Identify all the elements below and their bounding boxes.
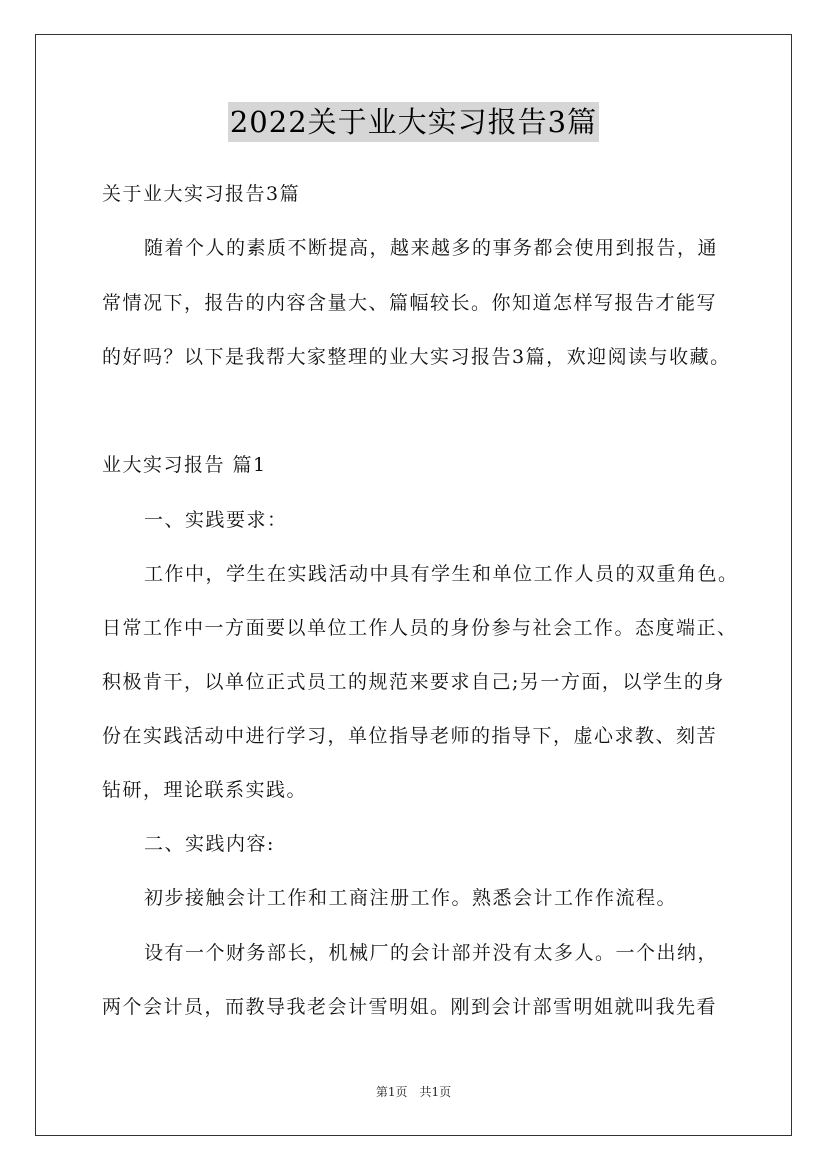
- intro-line-3: 的好吗？以下是我帮大家整理的业大实习报告3篇，欢迎阅读与收藏。: [102, 346, 731, 368]
- practice-req-line-4: 份在实践活动中进行学习，单位指导老师的指导下，虚心求教、刻苦: [102, 725, 718, 747]
- practice-content-line-1: 初步接触会计工作和工商注册工作。熟悉会计工作作流程。: [144, 887, 678, 909]
- intro-line-1: 随着个人的素质不断提高，越来越多的事务都会使用到报告，通: [144, 237, 719, 259]
- practice-req-line-3: 积极肯干，以单位正式员工的规范来要求自己;另一方面，以学生的身: [102, 671, 725, 693]
- practice-req-line-5: 钻研，理论联系实践。: [102, 779, 308, 801]
- title-wrap: [0, 102, 827, 142]
- intro-line-2: 常情况下，报告的内容含量大、篇幅较长。你知道怎样写报告才能写: [102, 292, 718, 314]
- practice-content-line-2: 设有一个财务部长，机械厂的会计部并没有太多人。一个出纳，: [144, 942, 719, 964]
- document-subtitle: 关于业大实习报告3篇: [102, 183, 301, 205]
- section-heading: 业大实习报告 篇1: [102, 454, 267, 476]
- page-footer: 第1页 共1页: [375, 1085, 452, 1099]
- practice-content-line-3: 两个会计员，而教导我老会计雪明姐。刚到会计部雪明姐就叫我先看: [102, 996, 718, 1018]
- document-title: 2022关于业大实习报告3篇: [228, 102, 599, 142]
- practice-content-heading: 二、实践内容:: [144, 833, 275, 855]
- practice-requirements-heading: 一、实践要求：: [144, 509, 288, 531]
- practice-req-line-1: 工作中，学生在实践活动中具有学生和单位工作人员的双重角色。: [144, 563, 739, 585]
- practice-req-line-2: 日常工作中一方面要以单位工作人员的身份参与社会工作。态度端正、: [102, 617, 738, 639]
